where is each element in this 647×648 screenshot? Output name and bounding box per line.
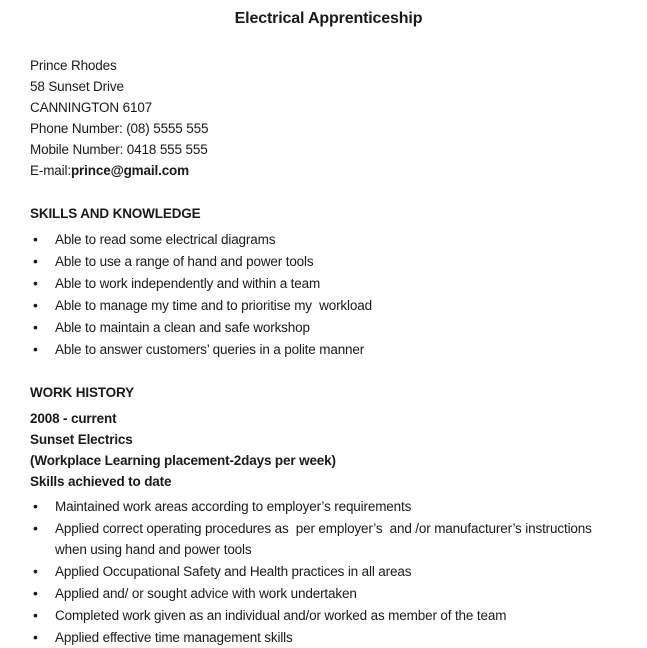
list-item: • Maintained work areas according to employer’s requirements (30, 496, 610, 517)
list-item: • Able to manage my time and to prioritise my workload (30, 295, 610, 316)
email-line (30, 160, 627, 181)
work-history-section (30, 382, 627, 648)
list-item: • Completed work given as an individual and/or worked as member of the team (30, 605, 610, 626)
list-item: CANNINGTON 6107 (30, 100, 153, 115)
email-label: E-mail: (30, 163, 71, 178)
list-item: • Able to answer customers’ queries in a polite manner (30, 339, 610, 360)
work-company: Sunset Electrics (30, 432, 133, 447)
skills-list (30, 229, 627, 360)
work-history-list (30, 496, 627, 648)
list-item: • Able to maintain a clean and safe workshop (30, 317, 610, 338)
work-subheading: Skills achieved to date (30, 474, 172, 489)
list-item: • Applied effective time management skills (30, 627, 610, 648)
list-item: • Able to work independently and within a team (30, 273, 610, 294)
page-title: Electrical Apprenticeship (234, 10, 423, 27)
list-item: • Applied and/ or sought advice with work undertaken (30, 583, 610, 604)
contact-lines (30, 55, 627, 160)
email-value: prince@gmail.com (70, 163, 189, 178)
skills-section (30, 203, 627, 360)
list-item: Prince Rhodes (30, 58, 117, 73)
list-item: • Applied Occupational Safety and Health practices in all areas (30, 561, 610, 582)
list-item: • Applied correct operating procedures as per employer’s and /or manufacturer’s instructions when using hand and power tools (30, 518, 610, 560)
list-item: • Able to read some electrical diagrams (30, 229, 610, 250)
list-item: • Able to use a range of hand and power tools (30, 251, 610, 272)
work-history-heading: WORK HISTORY (30, 385, 134, 400)
list-item: Phone Number: (08) 5555 555 (30, 121, 209, 136)
list-item: Mobile Number: 0418 555 555 (30, 142, 208, 157)
contact-block (30, 55, 627, 181)
list-item: 58 Sunset Drive (30, 79, 124, 94)
work-period: 2008 - current (30, 411, 117, 426)
skills-heading: SKILLS AND KNOWLEDGE (30, 206, 201, 221)
work-placement: (Workplace Learning placement-2days per week) (30, 453, 336, 468)
